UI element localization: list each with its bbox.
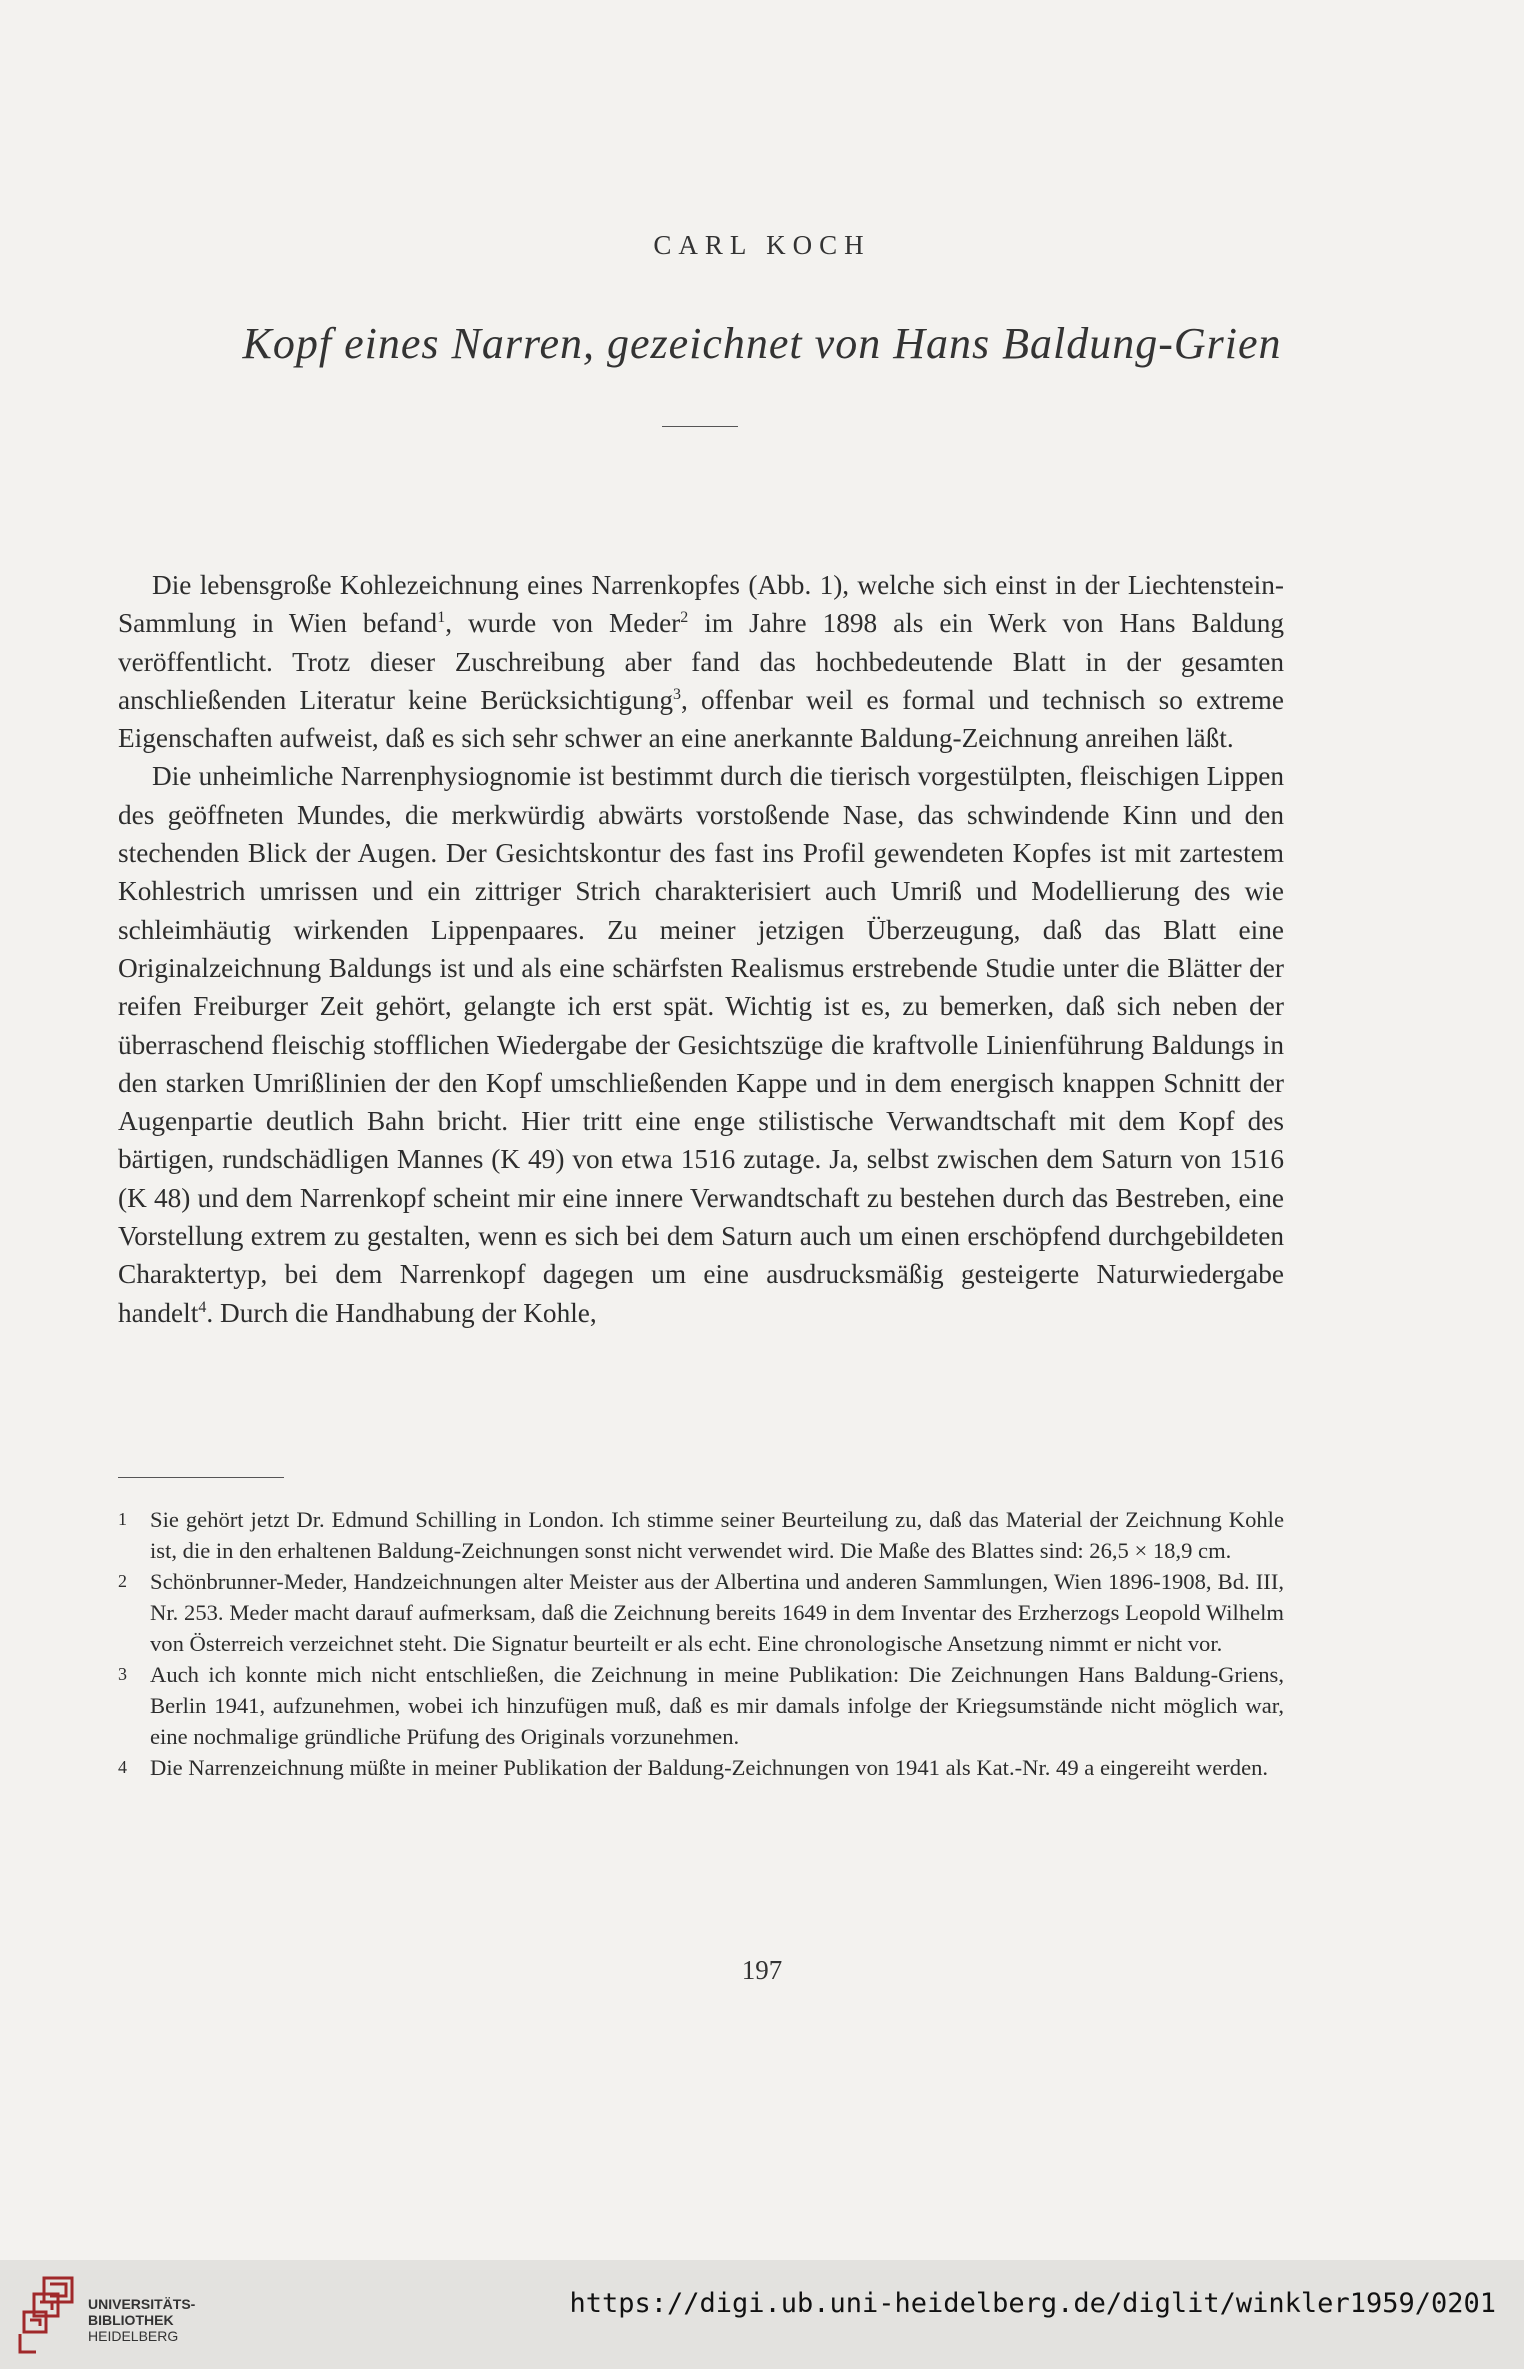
article-body xyxy=(118,566,1284,1332)
footnote-text: Schönbrunner-Meder, Handzeichnungen alter Meister aus der Albertina und anderen Sammlungen, Wien 1896-1908, Bd. III, Nr. 253. Meder macht darauf aufmerksam, daß die Zeichnung bereits 1649 in dem Inventar des Erzherzogs Leopold Wilhelm von Österreich verzeichnet steht. Die Signatur beurteilt er als echt. Eine chronologische Ansetzung nimmt er nicht vor. xyxy=(150,1569,1284,1656)
footnote-divider xyxy=(118,1477,284,1478)
article-title: Kopf eines Narren, gezeichnet von Hans Baldung-Grien xyxy=(242,319,1282,368)
footnote-ref-3[interactable]: 3 xyxy=(673,685,681,703)
paragraph-1: Die lebensgroße Kohlezeichnung eines Narrenkopfes (Abb. 1), welche sich einst in der Liechtenstein-Sammlung in Wien befand$^1$, wurde von Meder$^2$ im Jahre 1898 als ein Werk von Hans Baldung veröffentlicht. Trotz dieser Zuschreibung aber fand das hochbedeutende Blatt in der gesamten anschließenden Literatur keine Berücksichtigung$^3$, offenbar weil es formal und technisch so extreme Eigenschaften aufweist, daß es sich sehr schwer an eine anerkannte Baldung-Zeichnung anreihen läßt. xyxy=(118,570,1285,754)
footnote-ref-4[interactable]: 4 xyxy=(198,1298,207,1316)
source-url-link[interactable]: https://digi.ub.uni-heidelberg.de/diglit/winkler1959/0201 xyxy=(569,2288,1496,2319)
footnote-text: Sie gehört jetzt Dr. Edmund Schilling in London. Ich stimme seiner Beurteilung zu, daß das Material der Zeichnung Kohle ist, die in den erhaltenen Baldung-Zeichnungen sonst nicht verwendet wird. Die Maße des Blattes sind: 26,5 × 18,9 cm. xyxy=(150,1507,1284,1563)
footnote-4 xyxy=(118,1752,1284,1783)
footnote-1 xyxy=(118,1504,1284,1566)
library-name: UNIVERSITÄTS- BIBLIOTHEK HEIDELBERG xyxy=(88,2296,196,2344)
page-number: 197 xyxy=(741,1955,783,1985)
footnote-3 xyxy=(118,1659,1284,1752)
footnote-text: Auch ich konnte mich nicht entschließen, die Zeichnung in meine Publikation: Die Zeichnungen Hans Baldung-Griens, Berlin 1941, aufzunehmen, wobei ich hinzufügen muß, daß es mir damals infolge der Kriegsumstände nicht möglich war, eine nochmalige gründliche Prüfung des Originals vorzunehmen. xyxy=(150,1662,1284,1749)
footnotes xyxy=(118,1504,1284,1783)
footnote-text: Die Narrenzeichnung müßte in meiner Publikation der Baldung-Zeichnungen von 1941 als Kat.-Nr. 49 a eingereiht werden. xyxy=(150,1755,1269,1780)
paragraph-2: Die unheimliche Narrenphysiognomie ist bestimmt durch die tierisch vorgestülpten, fleischigen Lippen des geöffneten Mundes, die merkwürdig abwärts vorstoßende Nase, das schwindende Kinn und den stechenden Blick der Augen. Der Gesichtskontur des fast ins Profil gewendeten Kopfes ist mit zartestem Kohlestrich umrissen und ein zittriger Strich charakterisiert auch Umriß und Modellierung des wie schleimhäutig wirkenden Lippenpaares. Zu meiner jetzigen Überzeugung, daß das Blatt eine Originalzeichnung Baldungs ist und als eine schärfsten Realismus erstrebende Studie unter die Blätter der reifen Freiburger Zeit gehört, gelangte ich erst spät. Wichtig ist es, zu bemerken, daß sich neben der überraschend fleischig stofflichen Wiedergabe der Gesichtszüge die kraftvolle Linienführung Baldungs in den starken Umrißlinien der den Kopf umschließenden Kappe und in dem energisch knappen Schnitt der Augenpartie deutlich Bahn bricht. Hier tritt eine enge stilistische Verwandtschaft mit dem Kopf des bärtigen, rundschädligen Mannes (K 49) von etwa 1516 zutage. Ja, selbst zwischen dem Saturn von 1516 (K 48) und dem Narrenkopf scheint mir eine innere Verwandtschaft zu bestehen durch das Bestreben, eine Vorstellung extrem zu gestalten, wenn es sich bei dem Saturn auch um einen erschöpfend durchgebildeten Charaktertyp, bei dem Narrenkopf dagegen um eine ausdrucksmäßig gesteigerte Naturwiedergabe handelt$^4$. Durch die Handhabung der Kohle, xyxy=(118,761,1284,1328)
footnote-ref-1[interactable]: 1 xyxy=(437,609,446,627)
ub-heidelberg-logo-icon[interactable] xyxy=(14,2272,78,2356)
footnote-number: 1 xyxy=(118,1509,127,1529)
author-name: CARL KOCH xyxy=(653,230,871,260)
title-divider xyxy=(662,426,738,427)
footnote-ref-2[interactable]: 2 xyxy=(680,609,689,627)
footnote-number: 3 xyxy=(118,1664,127,1684)
footnote-2 xyxy=(118,1566,1284,1659)
footnote-number: 2 xyxy=(118,1571,127,1591)
footnote-number: 4 xyxy=(118,1757,127,1777)
